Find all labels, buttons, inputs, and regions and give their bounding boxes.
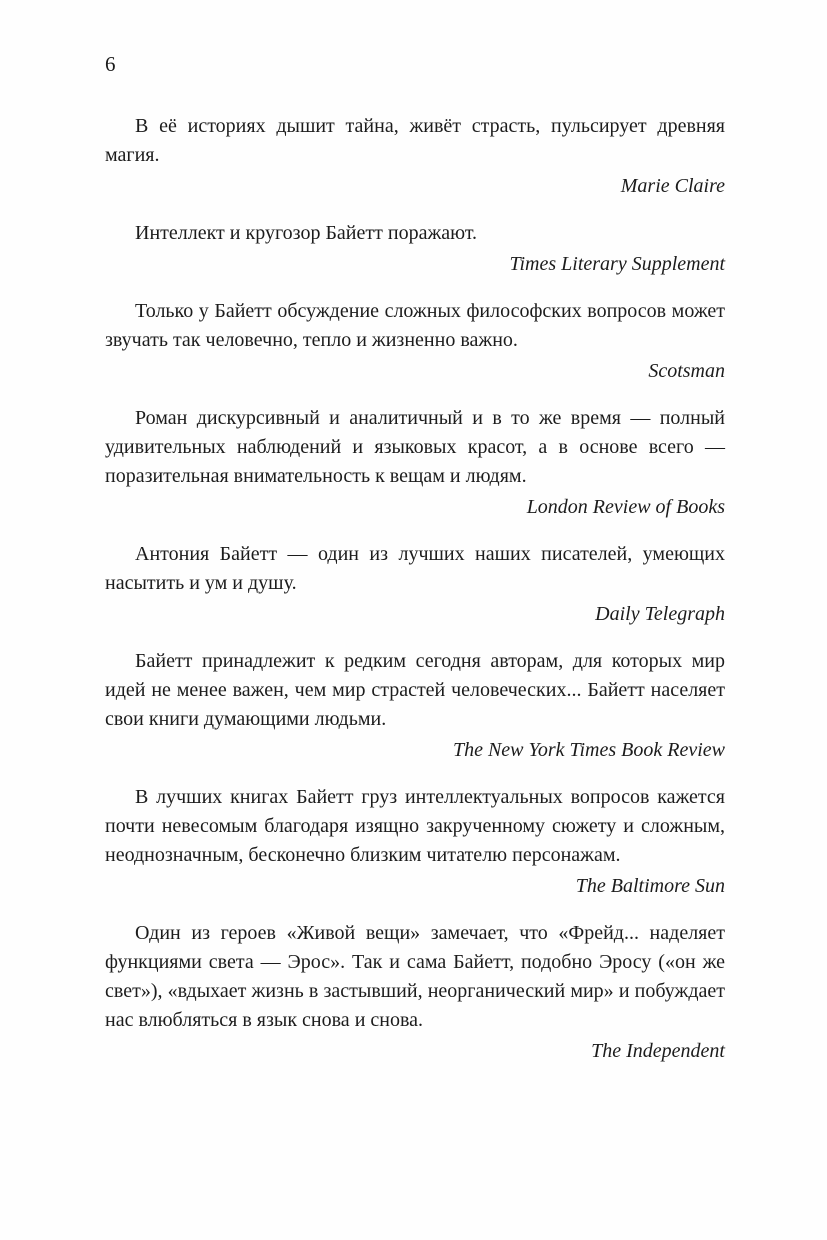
quote-source: Daily Telegraph bbox=[595, 603, 725, 625]
quote-text: Байетт принадлежит к редким сегодня авторам, для которых мир идей не менее важен, чем мир страстей человеческих... Байетт населяет свои книги думающими людьми. bbox=[105, 650, 725, 730]
quote-block bbox=[105, 404, 725, 522]
quote-block bbox=[105, 540, 725, 629]
quote-source: The Independent bbox=[591, 1040, 725, 1062]
quote-block bbox=[105, 919, 725, 1066]
quote-block bbox=[105, 219, 725, 279]
quote-block bbox=[105, 783, 725, 901]
quote-source: London Review of Books bbox=[526, 496, 725, 518]
quote-source: Scotsman bbox=[648, 360, 725, 382]
quote-text: Антония Байетт — один из лучших наших писателей, умеющих насытить и ум и душу. bbox=[105, 543, 725, 594]
quote-text: Роман дискурсивный и аналитичный и в то же время — полный удивительных наблюдений и языковых красот, а в основе всего — поразительная внимательность к вещам и людям. bbox=[105, 407, 725, 487]
page-number: 6 bbox=[105, 52, 116, 76]
quote-text: Один из героев «Живой вещи» замечает, что «Фрейд... наделяет функциями света — Эрос». Так и сама Байетт, подобно Эросу («он же свет»), «вдыхает жизнь в застывший, неорганический мир» и побуждает нас влюбляться в язык снова и снова. bbox=[105, 922, 725, 1031]
quote-source: Marie Claire bbox=[620, 175, 725, 197]
quote-block bbox=[105, 647, 725, 765]
quote-block bbox=[105, 297, 725, 386]
quote-text: В лучших книгах Байетт груз интеллектуальных вопросов кажется почти невесомым благодаря изящно закрученному сюжету и сложным, неоднозначным, бесконечно близким читателю персонажам. bbox=[105, 786, 725, 866]
quote-text: В её историях дышит тайна, живёт страсть, пульсирует древняя магия. bbox=[105, 115, 725, 166]
quote-source: The New York Times Book Review bbox=[452, 739, 725, 761]
quote-source: Times Literary Supplement bbox=[509, 253, 725, 275]
quote-text: Интеллект и кругозор Байетт поражают. bbox=[135, 222, 478, 244]
quote-block bbox=[105, 112, 725, 201]
quotes-list bbox=[105, 112, 725, 1066]
quote-text: Только у Байетт обсуждение сложных философских вопросов может звучать так человечно, тепло и жизненно важно. bbox=[105, 300, 725, 351]
quote-source: The Baltimore Sun bbox=[575, 875, 725, 897]
